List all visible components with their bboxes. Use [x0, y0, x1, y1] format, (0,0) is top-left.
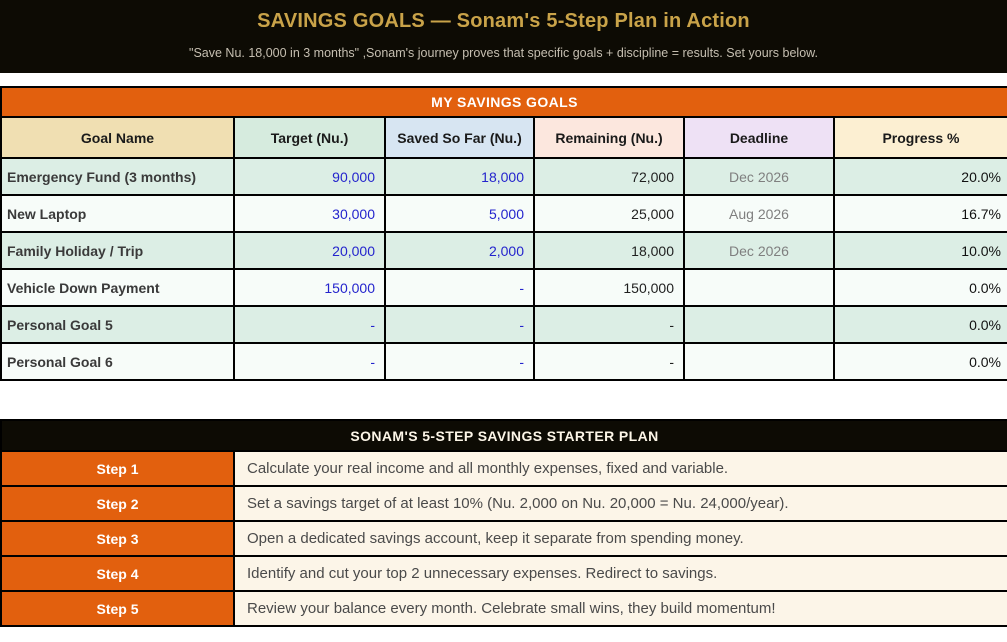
cell-progress[interactable]: 0.0%: [834, 343, 1007, 380]
goals-table-title: MY SAVINGS GOALS: [1, 87, 1007, 117]
cell-progress[interactable]: 0.0%: [834, 306, 1007, 343]
cell-goal[interactable]: Vehicle Down Payment: [1, 269, 234, 306]
header-banner: [0, 0, 1007, 73]
cell-target[interactable]: -: [234, 306, 385, 343]
goal-row: [1, 343, 1007, 380]
column-header-saved-so-far: Saved So Far (Nu.): [385, 117, 534, 158]
cell-remaining[interactable]: 72,000: [534, 158, 684, 195]
cell-deadline[interactable]: [684, 306, 834, 343]
cell-remaining[interactable]: -: [534, 343, 684, 380]
cell-saved[interactable]: -: [385, 269, 534, 306]
page-subtitle: "Save Nu. 18,000 in 3 months" ,Sonam's journey proves that specific goals + discipline = results. Set yours below.: [189, 46, 818, 60]
cell-saved[interactable]: 5,000: [385, 195, 534, 232]
step-description: Calculate your real income and all monthly expenses, fixed and variable.: [234, 451, 1007, 486]
goal-row: [1, 232, 1007, 269]
cell-goal[interactable]: Family Holiday / Trip: [1, 232, 234, 269]
cell-progress[interactable]: 0.0%: [834, 269, 1007, 306]
goal-row: [1, 269, 1007, 306]
goal-row: [1, 158, 1007, 195]
column-header-progress: Progress %: [834, 117, 1007, 158]
step-row: [1, 556, 1007, 591]
cell-deadline[interactable]: Aug 2026: [684, 195, 834, 232]
cell-remaining[interactable]: 150,000: [534, 269, 684, 306]
step-label: Step 5: [1, 591, 234, 626]
step-row: [1, 521, 1007, 556]
cell-goal[interactable]: New Laptop: [1, 195, 234, 232]
cell-target[interactable]: -: [234, 343, 385, 380]
step-row: [1, 451, 1007, 486]
cell-deadline[interactable]: Dec 2026: [684, 158, 834, 195]
step-description: Review your balance every month. Celebrate small wins, they build momentum!: [234, 591, 1007, 626]
cell-remaining[interactable]: 18,000: [534, 232, 684, 269]
cell-saved[interactable]: 18,000: [385, 158, 534, 195]
cell-target[interactable]: 150,000: [234, 269, 385, 306]
cell-deadline[interactable]: Dec 2026: [684, 232, 834, 269]
goals-header-row: [1, 117, 1007, 158]
cell-target[interactable]: 20,000: [234, 232, 385, 269]
step-description: Set a savings target of at least 10% (Nu. 2,000 on Nu. 20,000 = Nu. 24,000/year).: [234, 486, 1007, 521]
column-header-target: Target (Nu.): [234, 117, 385, 158]
cell-target[interactable]: 90,000: [234, 158, 385, 195]
cell-goal[interactable]: Emergency Fund (3 months): [1, 158, 234, 195]
cell-target[interactable]: 30,000: [234, 195, 385, 232]
cell-saved[interactable]: 2,000: [385, 232, 534, 269]
column-header-goal-name: Goal Name: [1, 117, 234, 158]
savings-goals-table: [0, 86, 1007, 381]
five-step-plan-table: [0, 419, 1007, 627]
cell-goal[interactable]: Personal Goal 6: [1, 343, 234, 380]
step-description: Open a dedicated savings account, keep it separate from spending money.: [234, 521, 1007, 556]
cell-progress[interactable]: 10.0%: [834, 232, 1007, 269]
step-row: [1, 486, 1007, 521]
cell-remaining[interactable]: -: [534, 306, 684, 343]
goal-row: [1, 306, 1007, 343]
cell-progress[interactable]: 20.0%: [834, 158, 1007, 195]
goal-row: [1, 195, 1007, 232]
cell-deadline[interactable]: [684, 269, 834, 306]
step-label: Step 1: [1, 451, 234, 486]
cell-goal[interactable]: Personal Goal 5: [1, 306, 234, 343]
step-label: Step 4: [1, 556, 234, 591]
step-row: [1, 591, 1007, 626]
cell-saved[interactable]: -: [385, 343, 534, 380]
column-header-deadline: Deadline: [684, 117, 834, 158]
page-title: SAVINGS GOALS — Sonam's 5-Step Plan in Action: [257, 10, 750, 32]
steps-table-title: SONAM'S 5-STEP SAVINGS STARTER PLAN: [1, 420, 1007, 451]
cell-remaining[interactable]: 25,000: [534, 195, 684, 232]
cell-progress[interactable]: 16.7%: [834, 195, 1007, 232]
cell-deadline[interactable]: [684, 343, 834, 380]
step-description: Identify and cut your top 2 unnecessary expenses. Redirect to savings.: [234, 556, 1007, 591]
cell-saved[interactable]: -: [385, 306, 534, 343]
column-header-remaining: Remaining (Nu.): [534, 117, 684, 158]
step-label: Step 2: [1, 486, 234, 521]
step-label: Step 3: [1, 521, 234, 556]
